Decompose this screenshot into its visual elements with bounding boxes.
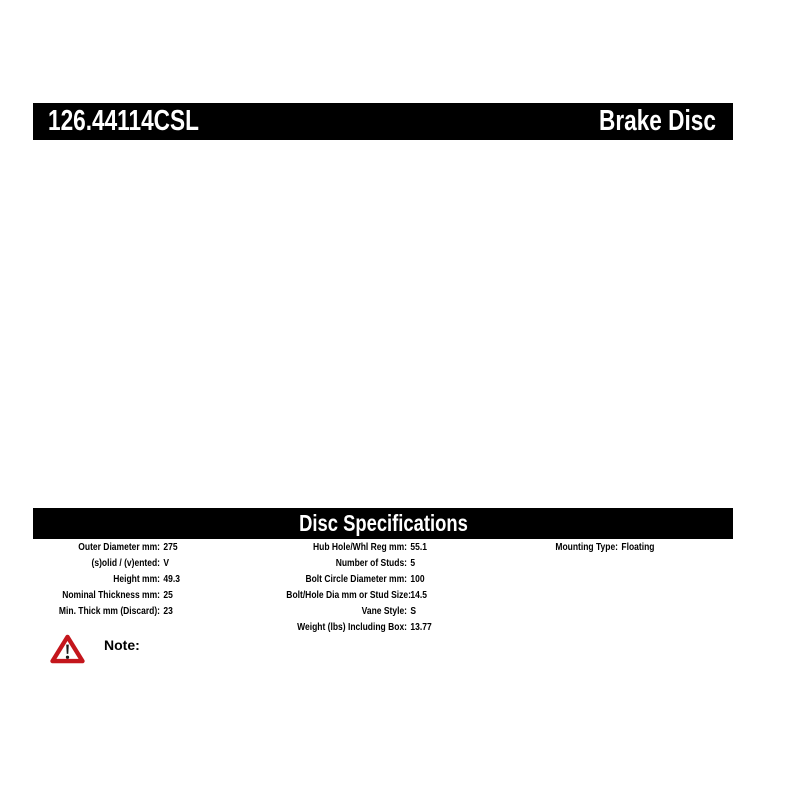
spec-value: Floating: [621, 542, 655, 553]
spec-label: (s)olid / (v)ented:: [91, 558, 160, 569]
spec-label: Vane Style:: [361, 606, 407, 617]
spec-label: Bolt/Hole Dia mm or Stud Size:: [286, 590, 411, 601]
spec-value: V: [163, 558, 170, 569]
spec-value: 23: [163, 606, 173, 617]
spec-value: 100: [410, 574, 425, 585]
spec-label: Number of Studs:: [335, 558, 407, 569]
spec-row: [286, 588, 507, 604]
spec-row: [52, 540, 248, 556]
spec-column-right: [543, 540, 716, 556]
product-title: Brake Disc: [599, 105, 716, 137]
spec-value: 13.77: [410, 622, 432, 633]
spec-column-middle: [286, 540, 507, 636]
spec-label: Height mm:: [113, 574, 160, 585]
product-image-placeholder: [33, 140, 733, 505]
spec-row: [286, 556, 507, 572]
spec-row: [286, 620, 507, 636]
spec-section-title: Disc Specifications: [298, 510, 468, 536]
spec-label: Hub Hole/Whl Reg mm:: [313, 542, 407, 553]
part-number: 126.44114CSL: [48, 105, 199, 137]
spec-row: [52, 572, 248, 588]
spec-label: Bolt Circle Diameter mm:: [305, 574, 407, 585]
spec-row: [52, 556, 248, 572]
spec-value: 5: [410, 558, 416, 569]
spec-label: Outer Diameter mm:: [78, 542, 160, 553]
spec-value: 55.1: [410, 542, 427, 553]
spec-label: Mounting Type:: [555, 542, 618, 553]
spec-row: [286, 540, 507, 556]
spec-value: S: [410, 606, 417, 617]
spec-row: [52, 604, 248, 620]
spec-label: Weight (lbs) Including Box:: [297, 622, 407, 633]
spec-row: [286, 604, 507, 620]
spec-row: [286, 572, 507, 588]
spec-label: Nominal Thickness mm:: [62, 590, 160, 601]
spec-value: 49.3: [163, 574, 180, 585]
spec-value: 275: [163, 542, 178, 553]
spec-label: Min. Thick mm (Discard):: [58, 606, 160, 617]
spec-row: [52, 588, 248, 604]
spec-column-left: [52, 540, 248, 620]
header-bar: [33, 103, 733, 140]
spec-row: [543, 540, 716, 556]
spec-value: 14.5: [410, 590, 427, 601]
warning-triangle-icon: [50, 634, 85, 664]
spec-section-header: [33, 508, 733, 539]
note-label: Note:: [104, 637, 140, 653]
note-row: [50, 634, 140, 664]
spec-value: 25: [163, 590, 173, 601]
